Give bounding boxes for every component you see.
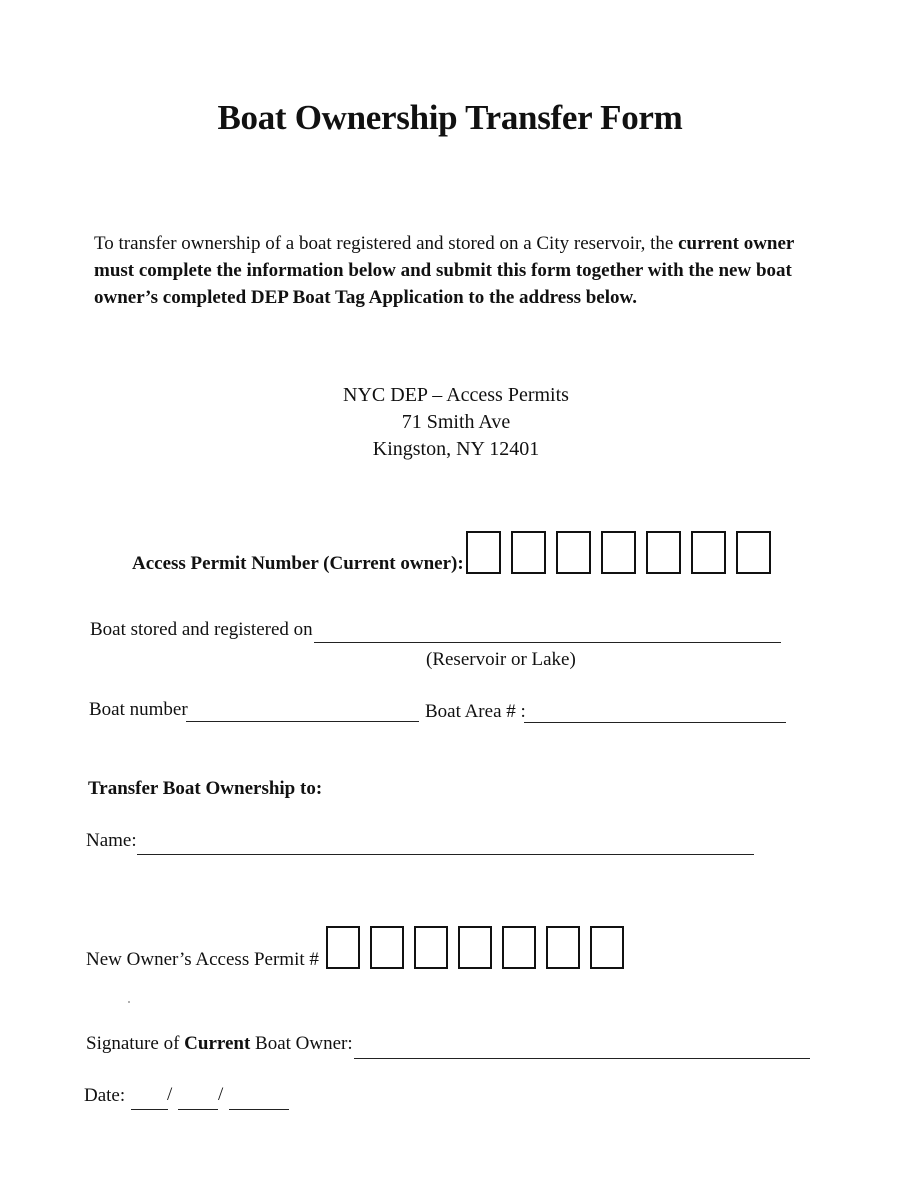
boat-number-line[interactable] [186, 721, 419, 722]
stray-mark [128, 1001, 130, 1003]
address-line-1: NYC DEP – Access Permits [343, 384, 569, 406]
permit-digit-box[interactable] [691, 531, 726, 574]
name-line[interactable] [137, 854, 754, 855]
boat-number-label: Boat number [89, 699, 188, 720]
signature-label-prefix: Signature of [86, 1033, 185, 1054]
date-separator-2: / [218, 1084, 224, 1105]
date-day-line[interactable] [178, 1109, 218, 1110]
new-permit-digit-box[interactable] [590, 926, 624, 969]
access-permit-label: Access Permit Number (Current owner): [132, 553, 464, 574]
intro-paragraph [94, 230, 794, 311]
intro-bold-text: current owner must complete the information below and submit this form together with the new boat owner’s completed DEP Boat Tag Application to the address below. [94, 233, 795, 308]
reservoir-hint: (Reservoir or Lake) [426, 649, 576, 670]
new-owner-permit-boxes [326, 926, 624, 969]
date-label: Date: [84, 1085, 126, 1106]
address-line-3: Kingston, NY 12401 [372, 438, 540, 460]
permit-digit-box[interactable] [601, 531, 636, 574]
transfer-heading: Transfer Boat Ownership to: [88, 778, 323, 799]
new-permit-digit-box[interactable] [458, 926, 492, 969]
permit-digit-box[interactable] [646, 531, 681, 574]
signature-line[interactable] [354, 1058, 810, 1059]
address-line-2: 71 Smith Ave [401, 411, 511, 433]
permit-digit-box[interactable] [511, 531, 546, 574]
name-label: Name: [86, 830, 137, 851]
boat-area-line[interactable] [524, 722, 786, 723]
permit-digit-box[interactable] [466, 531, 501, 574]
new-permit-digit-box[interactable] [370, 926, 404, 969]
intro-text: To transfer ownership of a boat registered and stored on a City reservoir, the [94, 233, 679, 254]
mailing-address [0, 382, 900, 463]
new-permit-digit-box[interactable] [546, 926, 580, 969]
signature-label-suffix: Boat Owner: [250, 1033, 353, 1054]
date-separator-1: / [167, 1084, 173, 1105]
permit-digit-box[interactable] [556, 531, 591, 574]
new-owner-permit-label: New Owner’s Access Permit # [86, 949, 319, 970]
boat-area-label: Boat Area # : [425, 701, 526, 722]
boat-stored-label: Boat stored and registered on [90, 619, 313, 640]
access-permit-boxes [466, 531, 771, 574]
page-title: Boat Ownership Transfer Form [217, 98, 683, 137]
date-year-line[interactable] [229, 1109, 289, 1110]
permit-digit-box[interactable] [736, 531, 771, 574]
new-permit-digit-box[interactable] [414, 926, 448, 969]
boat-stored-line[interactable] [314, 642, 781, 643]
signature-label [86, 1033, 353, 1055]
signature-label-bold: Current [184, 1033, 251, 1054]
new-permit-digit-box[interactable] [326, 926, 360, 969]
date-month-line[interactable] [131, 1109, 168, 1110]
new-permit-digit-box[interactable] [502, 926, 536, 969]
